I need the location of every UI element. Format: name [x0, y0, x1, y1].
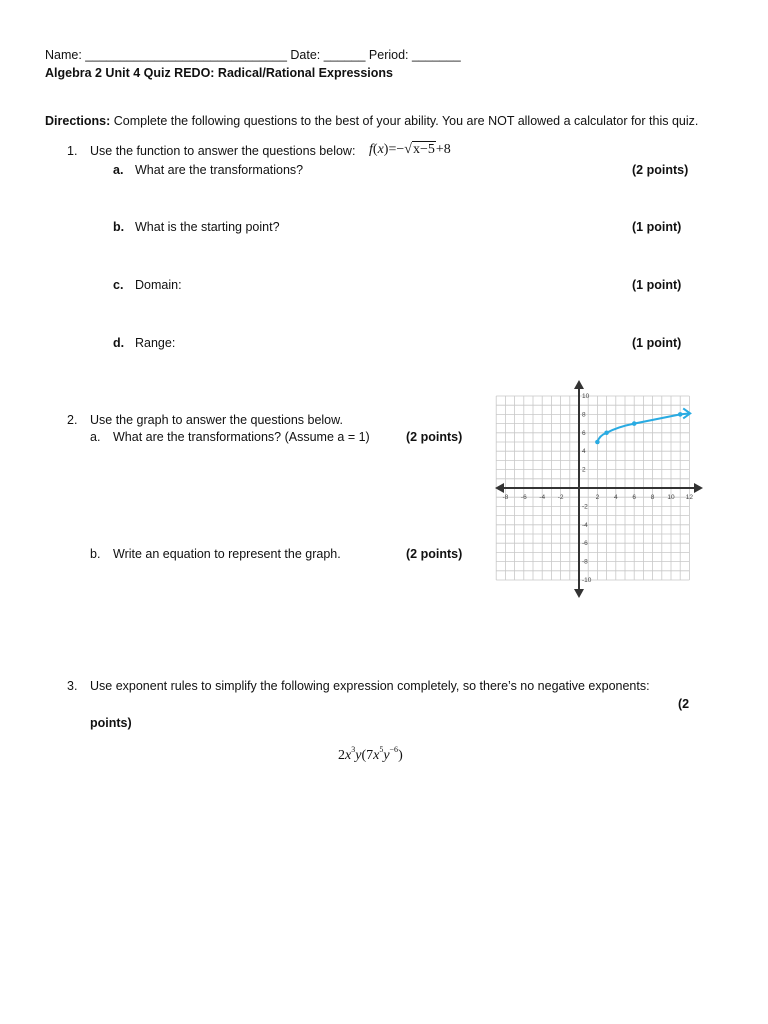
radicand: x−5 — [412, 142, 435, 157]
directions-text: Complete the following questions to the best of your ability. You are NOT allowed a calculator for this quiz. — [110, 114, 699, 128]
curve-point — [604, 431, 609, 436]
q1-number: 1. — [67, 144, 78, 158]
q3-points-part1: (2 — [678, 697, 690, 711]
q2b-points: (2 points) — [406, 547, 463, 561]
q2b-text: Write an equation to represent the graph. — [113, 547, 341, 561]
function-name: f — [369, 142, 373, 157]
curve-path — [597, 414, 680, 442]
directions — [45, 114, 698, 128]
x-tick-label: -4 — [539, 494, 546, 501]
curve-point — [595, 440, 600, 445]
q1d-letter: d. — [113, 336, 125, 350]
y-axis-up-arrow — [574, 380, 584, 389]
q1d-points: (1 point) — [632, 336, 682, 350]
exponent-3: −6 — [389, 745, 399, 754]
open-paren: (7 — [361, 748, 374, 763]
x-tick-label: 10 — [667, 494, 675, 501]
x-tick-label: 8 — [650, 494, 655, 501]
q1a-points: (2 points) — [632, 163, 689, 177]
q1-function: f(x)=−√x−5+8 — [369, 142, 451, 157]
x-tick-label: -6 — [520, 494, 527, 501]
q2a-letter: a. — [90, 430, 101, 444]
graph-curve — [595, 408, 690, 444]
graph-axes — [495, 380, 703, 598]
exponent-1: 3 — [351, 745, 356, 754]
x-tick-label: -8 — [502, 494, 509, 501]
function-rhs-suffix: +8 — [435, 142, 451, 157]
y-tick-label: -2 — [582, 503, 588, 511]
q2a-points: (2 points) — [406, 430, 463, 444]
q1a-letter: a. — [113, 163, 124, 177]
x-tick-label: 6 — [632, 494, 637, 501]
function-var: x — [377, 142, 384, 157]
q1a-text: What are the transformations? — [135, 163, 304, 177]
q1-text: Use the function to answer the questions below: — [90, 144, 356, 158]
y-tick-label: 4 — [582, 448, 586, 456]
q2b-letter: b. — [90, 547, 101, 561]
y-tick-label: -4 — [582, 521, 588, 529]
x-axis-right-arrow — [694, 483, 703, 493]
q1c-points: (1 point) — [632, 278, 682, 292]
y-tick-label: 8 — [582, 411, 586, 419]
coefficient: 2 — [338, 748, 345, 763]
y-tick-label: -6 — [582, 540, 588, 548]
q1b-letter: b. — [113, 220, 125, 234]
y-tick-label: 6 — [582, 429, 586, 437]
q1b-text: What is the starting point? — [135, 220, 280, 234]
y-tick-label: -10 — [582, 577, 592, 584]
q2a-text: What are the transformations? (Assume a = 1) — [113, 430, 370, 444]
y-axis-down-arrow — [574, 589, 584, 598]
name-date-period-line: Name: _____________________________ Date: ______ Period: _______ — [45, 48, 461, 62]
close-paren: ) — [398, 748, 403, 763]
q1d-text: Range: — [135, 336, 176, 350]
x-var-1: x — [345, 748, 352, 763]
y-tick-label: -8 — [582, 558, 588, 566]
q2-number: 2. — [67, 413, 78, 427]
function-rhs-prefix: =− — [388, 142, 405, 157]
directions-label: Directions: — [45, 114, 111, 128]
x-var-2: x — [373, 748, 380, 763]
x-tick-label: 2 — [595, 494, 600, 501]
exponent-2: 5 — [379, 745, 384, 754]
y-tick-label: 2 — [582, 466, 586, 474]
y-var-1: y — [355, 748, 362, 763]
q3-points-part2: points) — [90, 716, 132, 730]
q3-number: 3. — [67, 679, 78, 693]
q2-text: Use the graph to answer the questions below. — [90, 413, 343, 427]
curve-point — [678, 412, 683, 417]
radical-function-graph — [493, 380, 705, 598]
curve-point — [632, 421, 637, 426]
x-tick-label: 12 — [685, 494, 694, 501]
q1b-points: (1 point) — [632, 220, 682, 234]
y-tick-label: 10 — [582, 393, 590, 400]
q1c-letter: c. — [113, 278, 124, 292]
x-tick-label: 4 — [613, 494, 618, 501]
q3-expression — [338, 745, 403, 764]
q1c-text: Domain: — [135, 278, 182, 292]
x-tick-label: -2 — [557, 494, 564, 501]
q3-text: Use exponent rules to simplify the following expression completely, so there’s no negative exponents: — [90, 679, 650, 693]
y-var-2: y — [383, 748, 390, 763]
quiz-title: Algebra 2 Unit 4 Quiz REDO: Radical/Rational Expressions — [45, 66, 393, 80]
